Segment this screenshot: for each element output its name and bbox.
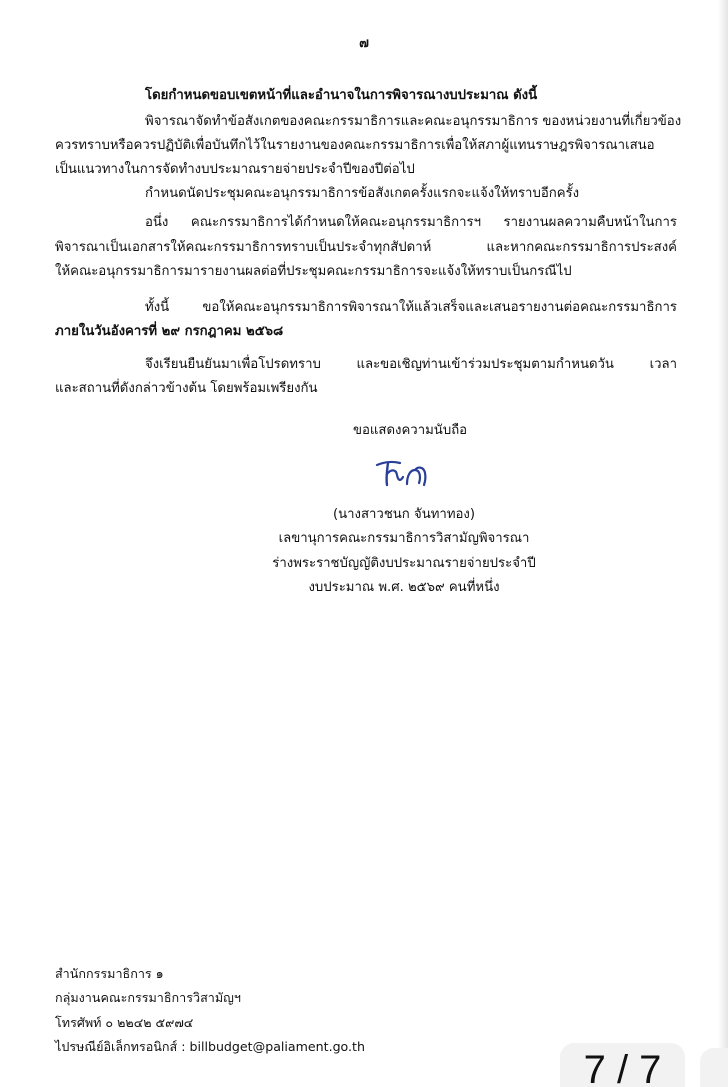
paragraph-2-line-1: กำหนดนัดประชุมคณะอนุกรรมาธิการข้อสังเกตครั้งแรกจะแจ้งให้ทราบอีกครั้ง — [145, 186, 580, 201]
page-number: ๗ — [359, 36, 369, 51]
overlay-edge — [700, 1048, 728, 1087]
paragraph-5-line-2: และสถานที่ดังกล่าวข้างต้น โดยพร้อมเพรียงกัน — [55, 381, 318, 396]
paragraph-3-line-3: ให้คณะอนุกรรมาธิการมารายงานผลต่อที่ประชุมคณะกรรมาธิการจะแจ้งให้ทราบเป็นกรณีไป — [55, 264, 572, 279]
deadline-date: ภายในวันอังคารที่ ๒๙ กรกฎาคม ๒๕๖๘ — [55, 324, 284, 339]
paragraph-3-line-2: พิจารณาเป็นเอกสารให้คณะกรรมาธิการทราบเป็นประจำทุกสัปดาห์ และหากคณะกรรมาธิการประสงค์ — [55, 240, 677, 255]
signer-title-line-2: ร่างพระราชบัญญัติงบประมาณรายจ่ายประจำปี — [272, 556, 536, 571]
section-heading: โดยกำหนดขอบเขตหน้าที่และอำนาจในการพิจารณางบประมาณ ดังนี้ — [145, 88, 538, 103]
handwritten-signature — [374, 456, 434, 490]
footer-office: สำนักกรรมาธิการ ๑ — [55, 966, 164, 981]
paragraph-4-line-1: ทั้งนี้ ขอให้คณะอนุกรรมาธิการพิจารณาให้แล้วเสร็จและเสนอรายงานต่อคณะกรรมาธิการ — [145, 300, 677, 315]
paragraph-1-line-3: เป็นแนวทางในการจัดทำงบประมาณรายจ่ายประจำปีของปีต่อไป — [55, 162, 415, 177]
paragraph-3-line-1: อนึ่ง คณะกรรมาธิการได้กำหนดให้คณะอนุกรรมาธิการฯ รายงานผลความคืบหน้าในการ — [145, 215, 677, 230]
page-counter-badge: 7 / 7 — [560, 1043, 685, 1087]
page-edge-shadow — [718, 0, 728, 1087]
footer-phone: โทรศัพท์ ๐ ๒๒๔๒ ๕๙๗๔ — [55, 1015, 194, 1030]
signer-title-line-3: งบประมาณ พ.ศ. ๒๕๖๙ คนที่หนึ่ง — [308, 580, 500, 595]
paragraph-1-line-2: ควรทราบหรือควรปฏิบัติเพื่อบันทึกไว้ในรายงานของคณะกรรมาธิการเพื่อให้สภาผู้แทนราษฎรพิจารณาเสนอ — [55, 138, 655, 153]
footer-email[interactable]: ไปรษณีย์อิเล็กทรอนิกส์ : billbudget@paliament.go.th — [55, 1039, 365, 1054]
signer-title-line-1: เลขานุการคณะกรรมาธิการวิสามัญพิจารณา — [278, 531, 530, 546]
closing-salutation: ขอแสดงความนับถือ — [353, 423, 468, 438]
signer-name: (นางสาวชนก จันทาทอง) — [332, 507, 476, 522]
paragraph-5-line-1: จึงเรียนยืนยันมาเพื่อโปรดทราบ และขอเชิญท่านเข้าร่วมประชุมตามกำหนดวัน เวลา — [145, 357, 677, 372]
paragraph-1-line-1: พิจารณาจัดทำข้อสังเกตของคณะกรรมาธิการและคณะอนุกรรมาธิการ ของหน่วยงานที่เกี่ยวข้อง — [145, 114, 682, 129]
footer-group: กลุ่มงานคณะกรรมาธิการวิสามัญฯ — [55, 990, 241, 1005]
